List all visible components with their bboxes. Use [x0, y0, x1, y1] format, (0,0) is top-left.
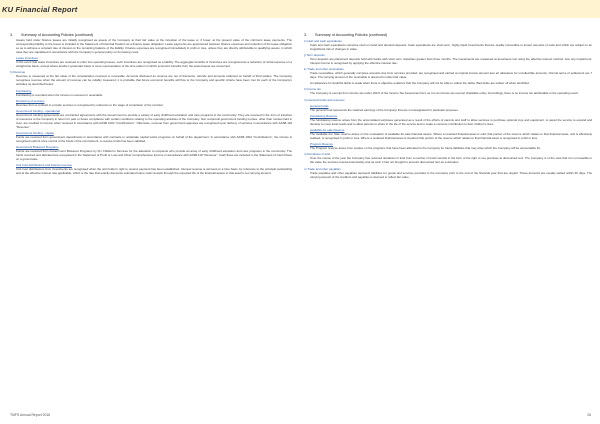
page-number: 26 — [587, 413, 591, 417]
section-heading — [304, 33, 592, 38]
program-reserve-heading: Program Reserve — [310, 142, 334, 147]
doubtful-debts-paragraph: An allowance for doubtful debts is made when there is objective evidence that the Company will not be able to collect the debts. Bad debts are written off when identified. — [310, 81, 530, 86]
lease-incentives-heading: Lease incentives — [16, 56, 38, 61]
unit-trust-heading: Unit trust distributions and interest revenue — [16, 163, 72, 168]
left-column — [10, 33, 292, 176]
report-title: KU Financial Report — [2, 5, 78, 14]
section-number: 3. — [304, 33, 308, 37]
fundraising-reserve-heading: Fundraising Reserve — [310, 113, 338, 118]
unit-trust-paragraph: Unit trust distributions from investments are recognised when the unit holder's right to receive payment has been established. Interest revenue is accrued on a time basis, by reference to the principal outstanding and at the effective interest rate applicable, which is the rate that exactly discounts estimated future cash receipts through the expected life of the financial assets to that asset's net carrying amount. — [16, 167, 292, 176]
general-funds-paragraph: The general fund represents the retained earnings of the Company that are not designated for particular purposes. — [310, 107, 459, 112]
afs-reserve-paragraph: The Available-For Sale reserve arises on the revaluation of available-for-sale financial assets. Where a revalued financial asset is sold, that portion of the reserve which relates to that financial asset, and is effectively realised, is recognised in profit or loss. Where a revalued financial asset is impaired that portion of the reserve which relates to that financial asset is recognised in profit or loss. — [310, 132, 592, 141]
receivables-heading: k) Trade and other receivables — [304, 67, 344, 72]
section-number: 3. — [10, 33, 14, 37]
income-tax-paragraph: The Company is exempt from income tax under s50-5 of the Income Tax Assessment Act, as it is an income tax exempt charitable entity. Accordingly, there is no income tax attributable to the operating result. — [310, 91, 579, 96]
fundraising-reserve-paragraph: The fundraising reserve arises from the accumulated surpluses generated as a result of the efforts of parents and staff to allow services to purchase optional toys and equipment, to assist the service to expand and develop to meet local needs and to allow parents to share in the life of the service and to make a concrete contribution to their children's lives. — [310, 117, 592, 126]
left-body — [10, 39, 292, 69]
income-tax-heading: l) Income tax — [304, 87, 321, 92]
donations-paragraph: Over the course of the year the Company has received donations in kind from a number of local councils in the form of the right to use premises at discounted rent. The Company is of the view that it is not feasible to fair value the services received accurately and as such it has not brought to account discounted rent as a donation. — [310, 156, 592, 165]
program-reserve-paragraph: The Program reserve arises from surplus on the programs that have been allocated to the Company for future liabilities that may arise which the Company will be accountable for. — [310, 146, 541, 151]
lease-incentives-paragraph: In the event that lease incentives are received to enter into operating leases, such incentives are recognised as a liability. The aggregate benefits of incentives are recognised as a reduction of rental expense on a straight-line basis, except where another systematic basis is more representative of the time pattern in which economic benefits from the leased asset are consumed. — [16, 60, 292, 69]
cash-paragraph: Cash and cash equivalents comprise cash on hand and demand deposits. Cash equivalents are short-term, highly liquid investments that are readily convertible to known amounts of cash and which are subject to an insignificant risk of changes in value. — [310, 42, 592, 51]
fundraising-heading: Fundraising — [16, 88, 32, 93]
revenue-paragraph: Revenue is measured at the fair value of the consideration received or receivable. Amounts disclosed as revenue are net of discounts, refunds and amounts collected on behalf of third parties. The Company recognises revenue when the amount of revenue can be reliably measured, it is probable that future economic benefits will flow to the Company and specific criteria have been met for each of the Company's activities as described below. — [16, 74, 292, 87]
fundraising-paragraph: Fundraising is recorded when the income is received or receivable. — [16, 92, 104, 97]
capital-heading: Government funding - capital — [16, 131, 54, 136]
funds-reserves-heading: m) General funds and reserves — [304, 97, 345, 102]
services-heading: Rendering of services — [16, 98, 45, 103]
section-heading — [10, 33, 292, 38]
afs-reserve-heading: Available-for-sale Reserve — [310, 128, 345, 133]
right-column — [304, 33, 592, 180]
services-paragraph: Revenue from a contract to provide services is recognised by reference to the stage of completion of the contract. — [16, 102, 164, 107]
payables-paragraph: Trade payables and other payables represent liabilities for goods and services provided to the Company prior to the end of the financial year that are unpaid. These amounts are usually settled within 30 days. The carrying amount of the creditors and payables is deemed to reflect fair value. — [310, 170, 592, 179]
revenue-heading: h) Revenue — [10, 70, 26, 75]
donations-heading: n) Donations in kind — [304, 152, 330, 157]
footer-left: TMFS Annual Report 2016 — [10, 413, 51, 417]
operational-heading: Government funding - operational — [16, 108, 60, 113]
operational-paragraph: Government funding agreements are contracted agreements with the Government to provide a variety of early childhood education and care programs in the community. They are received in the form of tranches of resources to the Company in return for past or future compliance with certain conditions relating to the operating activities of the Company. Non reciprocal government funding monies, other than monies held in trust, are credited to income when received in accordance with AASB 1004 "Contributions". Otherwise, revenue from government agencies are recognised upon delivery of services in accordance with AASB 118 "Revenue". — [16, 112, 292, 129]
brokered-heading: Government Brokered Programs — [16, 145, 59, 150]
term-deposits-heading: j) Term deposits — [304, 53, 325, 58]
revenue-body — [10, 75, 292, 176]
brokered-paragraph: Funds are received from Government Brokered Programs by KU Children's Services for the allocation to recipients who provide an array of early childhood education and care programs in the community. The funds received and allocated are recognised in the Statement of Profit or Loss and Other Comprehensive Income in accordance with AASB 118 "Revenue". Cash flows are included in the Statement of Cash Flows on a gross basis. — [16, 149, 292, 162]
header-band — [0, 0, 600, 18]
cash-heading: i) Cash and cash equivalents — [304, 38, 342, 43]
lease-paragraph: Assets held under finance leases are initially recognised as assets of the Company at their fair value at the inception of the lease or, if lower, at the present value of the minimum lease payments. The corresponding liability to the lessor is included in the Statement of Financial Position as a finance lease obligation. Lease payments are apportioned between finance expenses and reduction of the lease obligation so as to achieve a constant rate of interest on the remaining balance of the liability. Finance expenses are recognised immediately in profit or loss, unless they are directly attributable to qualifying assets, in which case they are capitalised in accordance with the Company's general policy on borrowing costs. — [16, 38, 292, 55]
section-title: Summary of Accounting Policies (continued) — [315, 33, 388, 37]
funds-body — [304, 105, 592, 151]
payables-heading: o) Trade and other payables — [304, 166, 341, 171]
general-funds-heading: General funds — [310, 103, 329, 108]
term-deposits-paragraph: Term deposits are placement deposits held with banks with short term maturities greater than three months. The investments are measured at amortised cost using the effective interest method, less any impairment. Interest income is recognised by applying the effective interest rate. — [310, 57, 592, 65]
receivables-paragraph: Trade receivables, which generally comprise amounts due from services provided, are recognised and carried at original invoice amount less an allowance for uncollectible amounts. Normal terms of settlement are 7 days. The carrying amount of the receivable is deemed to reflect fair value. — [310, 71, 592, 80]
capital-paragraph: Funds are received from government departments in accordance with contracts to undertake capital works programs on behalf of the department. In accordance with AASB 1004 "Contributions", the income is recognised upfront once control of the funds of the commitment, to receive funds has been satisfied. — [16, 134, 292, 143]
section-title: Summary of Accounting Policies (continued) — [21, 33, 94, 37]
